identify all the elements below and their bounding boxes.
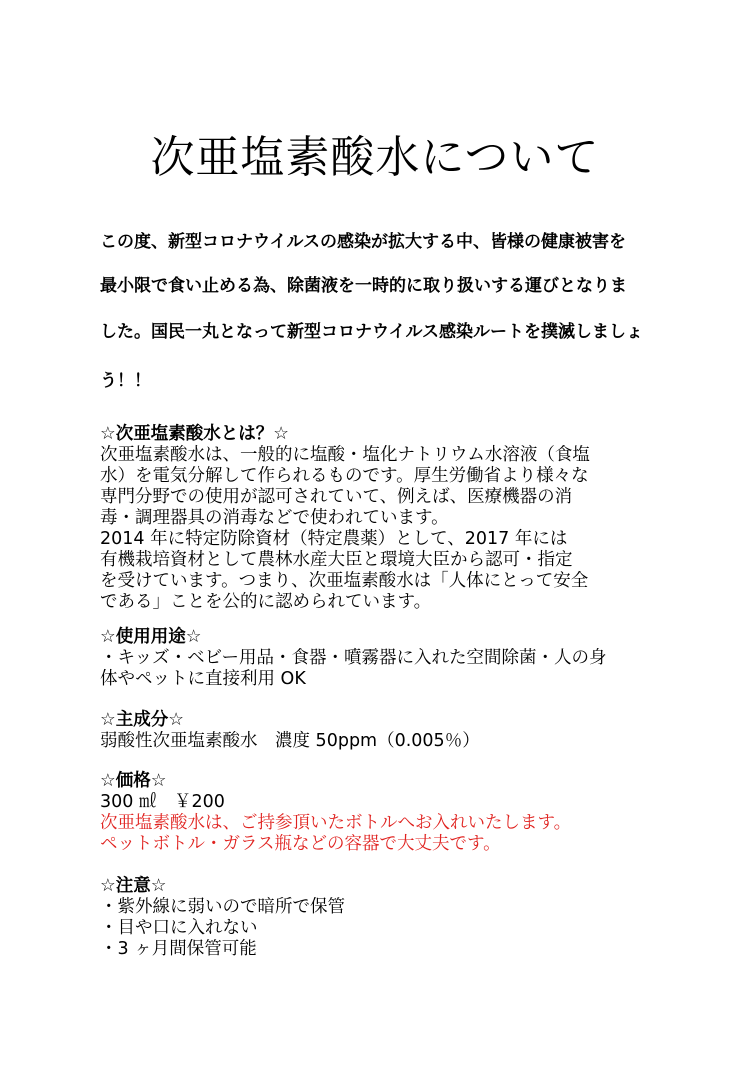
intro-line: う！！ [100, 371, 151, 391]
price-heading: ☆価格☆ [100, 771, 167, 791]
price-text-line: 300 ㎖ ￥200 [100, 792, 225, 812]
caution-section [100, 876, 660, 960]
usage-text-line: 体やペットに直接利用 OK [100, 669, 306, 689]
ingredient-heading: ☆主成分☆ [100, 710, 184, 730]
caution-text-line: ・3 ヶ月間保管可能 [100, 939, 257, 959]
about-text-line: 水）を電気分解して作られるものです。厚生労働省より様々な [100, 466, 589, 486]
intro-line: この度、新型コロナウイルスの感染が拡大する中、皆様の健康被害を [100, 232, 626, 252]
caution-text-line: ・紫外線に弱いので暗所で保管 [100, 897, 345, 917]
about-text-line: を受けています。つまり、次亜塩素酸水は「人体にとって安全 [100, 571, 589, 591]
price-section [100, 771, 660, 855]
about-text-line: 有機栽培資材として農林水産大臣と環境大臣から認可・指定 [100, 550, 573, 570]
ingredient-text-line: 弱酸性次亜塩素酸水 濃度 50ppm（0.005％） [100, 731, 480, 751]
page-title: 次亜塩素酸水について [150, 132, 600, 183]
intro-line: した。国民一丸となって新型コロナウイルス感染ルートを撲滅しましょ [100, 322, 643, 342]
price-note-line: 次亜塩素酸水は、ご持参頂いたボトルへお入れいたします。 [100, 813, 572, 833]
about-heading: ☆次亜塩素酸水とは？☆ [100, 424, 289, 444]
usage-heading: ☆使用用途☆ [100, 627, 202, 647]
about-text-line: 毒・調理器具の消毒などで使われています。 [100, 508, 449, 528]
intro-line: 最小限で食い止める為、除菌液を一時的に取り扱いする運びとなりま [100, 276, 627, 296]
about-text-line: 2014 年に特定防除資材（特定農薬）として、2017 年には [100, 529, 568, 549]
caution-heading: ☆注意☆ [100, 876, 167, 896]
about-text-line: 次亜塩素酸水は、一般的に塩酸・塩化ナトリウム水溶液（食塩 [100, 445, 590, 465]
ingredient-section [100, 710, 660, 752]
usage-section [100, 627, 660, 690]
caution-text-line: ・目や口に入れない [100, 918, 258, 938]
price-note-line: ペットボトル・ガラス瓶などの容器で大丈夫です。 [100, 834, 501, 854]
usage-text-line: ・キッズ・ベビー用品・食器・噴霧器に入れた空間除菌・人の身 [100, 648, 607, 668]
about-section [100, 424, 660, 613]
about-text-line: 専門分野での使用が認可されていて、例えば、医療機器の消 [100, 487, 573, 507]
about-text-line: である」ことを公的に認められています。 [100, 592, 432, 612]
